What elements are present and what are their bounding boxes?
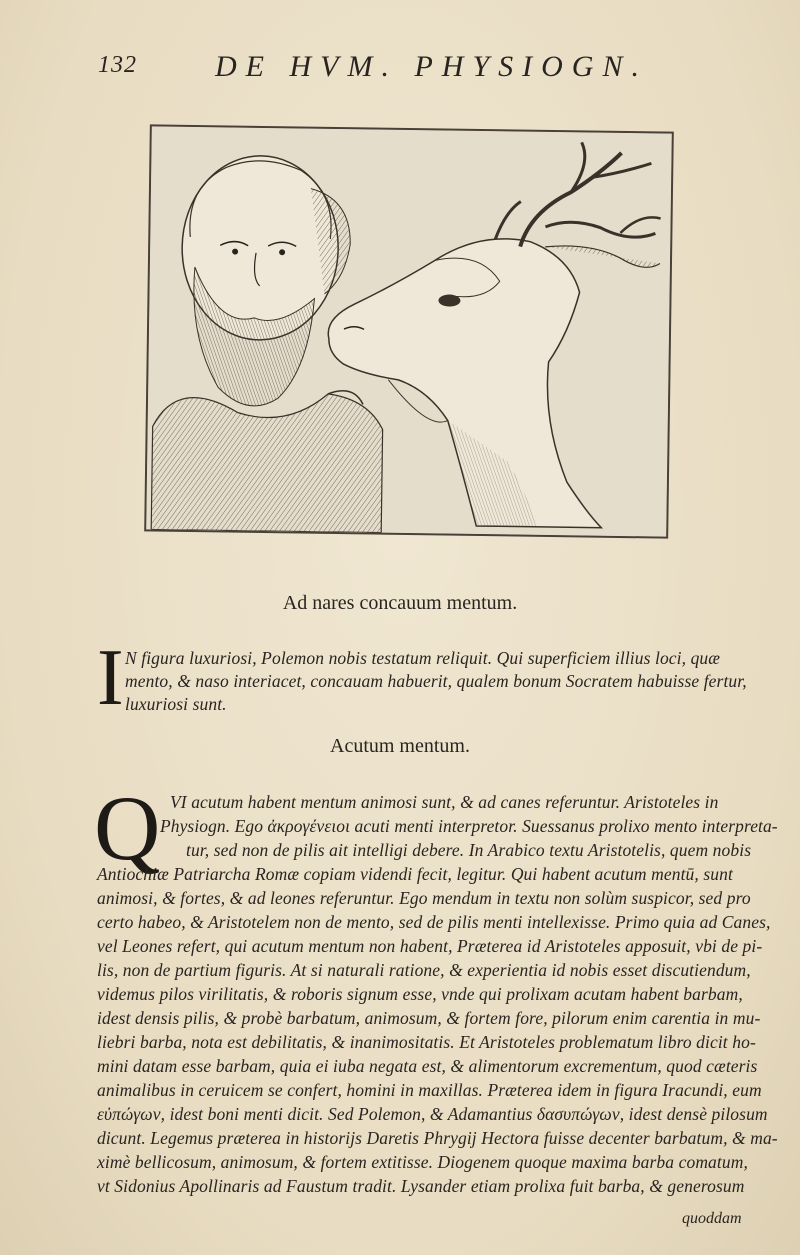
paragraph2-line: liebri barba, nota est debilitatis, & inanimositatis. Et Aristoteles problematum libro dicit ho-	[97, 1032, 756, 1052]
catchword: quoddam	[682, 1210, 742, 1227]
plate-caption: Ad nares concauum mentum.	[282, 592, 518, 614]
running-title: DE HVM. PHYSIOGN.	[215, 50, 648, 83]
page-number: 132	[98, 52, 137, 78]
paragraph2-line: vt Sidonius Apollinaris ad Faustum tradit. Lysander etiam prolixa fuit barba, & generosum	[97, 1176, 745, 1196]
section-title: Acutum mentum.	[330, 735, 470, 757]
paragraph2-line: vel Leones refert, qui acutum mentum non habent, Præterea id Aristoteles apposuit, vbi de pi-	[97, 936, 763, 956]
paragraph1-line: mento, & naso interiacet, concauam habuerit, qualem bonum Socratem habuisse fertur,	[125, 671, 747, 691]
paragraph2-line: ximè bellicosum, animosum, & fortem extitisse. Diogenem quoque maxima barba comatum,	[97, 1152, 748, 1172]
paragraph1-line: N figura luxuriosi, Polemon nobis testatum reliquit. Qui superficiem illius loci, quæ	[125, 648, 721, 668]
paragraph2-line: tur, sed non de pilis ait intelligi debere. In Arabico textu Aristotelis, quem nobis	[186, 840, 752, 860]
paragraph2-line: dicunt. Legemus præterea in historijs Daretis Phrygij Hectora fuisse decenter barbatum, & ma-	[97, 1128, 778, 1148]
dropcap-i: I	[97, 634, 124, 722]
dropcap-q: Q	[94, 777, 161, 879]
paragraph2-line: animalibus in ceruicem se confert, homini in maxillas. Præterea idem in figura Iracundi, eum	[97, 1080, 762, 1100]
paragraph2-line: Antiochiæ Patriarcha Romæ copiam videndi fecit, legitur. Qui habent acutum mentū, sunt	[97, 864, 733, 884]
paragraph2-line: animosi, & fortes, & ad leones referuntur. Ego mendum in textu non solùm suspicor, sed pro	[97, 888, 751, 908]
paragraph2-line: videmus pilos virilitatis, & roboris signum esse, vnde qui prolixam acutam habent barbam,	[97, 984, 743, 1004]
paragraph2-line: εὐπώγων, idest boni menti dicit. Sed Polemon, & Adamantius δασυπώγων, idest densè pilosum	[97, 1104, 768, 1124]
paragraph2-line: certo habeo, & Aristotelem non de mento, sed de pilis menti intellexisse. Primo quia ad Canes,	[97, 912, 771, 932]
paragraph2-line: mini datam esse barbam, quia ei iuba negata est, & alimentorum excrementum, quod cæteris	[97, 1056, 758, 1076]
paragraph2-line: Physiogn. Ego ἀκρογένειοι acuti menti interpretor. Suessanus prolixo mento interpreta-	[160, 816, 778, 836]
paragraph2-line: lis, non de partium figuris. At si naturali ratione, & experientia id nobis esset discutiendum,	[97, 960, 751, 980]
paragraph2-line: idest densis pilis, & probè barbatum, animosum, & fortem fore, pilorum enim carentia in mu-	[97, 1008, 761, 1028]
paragraph2-line: VI acutum habent mentum animosi sunt, & ad canes referuntur. Aristoteles in	[170, 792, 719, 812]
engraving-image	[146, 126, 672, 536]
paragraph1-line: luxuriosi sunt.	[125, 694, 227, 714]
engraving-plate	[144, 124, 674, 538]
